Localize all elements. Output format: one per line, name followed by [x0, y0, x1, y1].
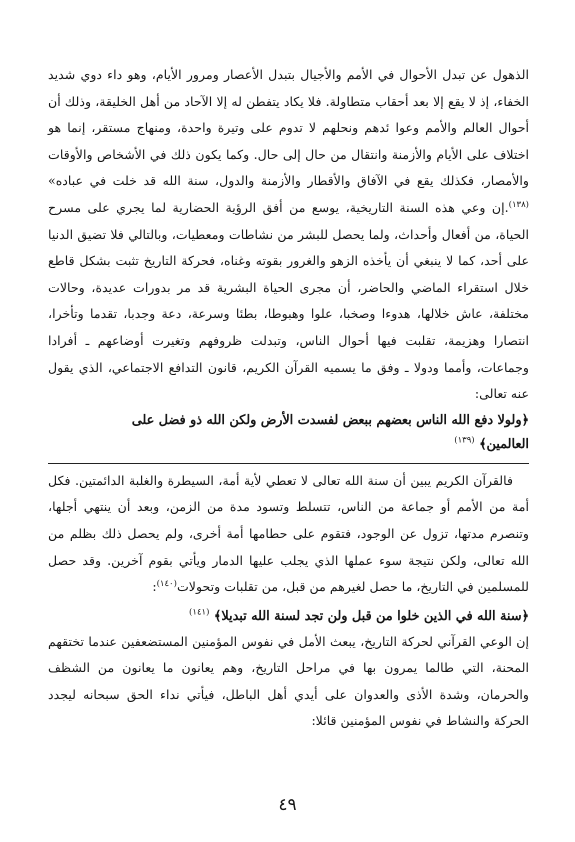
- paragraph-2: [48, 468, 529, 601]
- footnote-ref-139: (١٣٩): [454, 435, 475, 446]
- quran-verse-2: [48, 604, 529, 629]
- page-number: ٤٩: [278, 795, 297, 815]
- footnote-ref-138: (١٣٨): [508, 199, 529, 210]
- page-body: [48, 62, 529, 735]
- paragraph-1-text: الذهول عن تبدل الأحوال في الأمم والأجيال بتبدل الأعصار ومرور الأيام، وهو داء دوي شديد الخفاء، إذ لا يقع إلا بعد أحقاب متطاولة. فلا يكاد يتفطن له إلا الآحاد من أهل الخليقة، وذلك أن أحوال العالم والأمم وعوا ئدهم ونحلهم لا تدوم على وتيرة واحدة، ومنهاج مستقر، إنما هو اختلاف على الأيام والأزمنة وانتقال من حال إلى حال. وكما يكون ذلك في الأشخاص والأوقات والأمصار، فكذلك يقع في الآفاق والأقطار والأزمنة والدول، سنة الله قد خلت في عباده»: [48, 67, 529, 189]
- quran-verse-1: [48, 408, 529, 433]
- paragraph-3-text: إن الوعي القرآني لحركة التاريخ، يبعث الأمل في نفوس المؤمنين المستضعفين عندما تختقهم المحنة، التي طالما يمرون بها في مراحل التاريخ، وهم يعانون ما يعانون من الشظف والحرمان، وشدة الأذى والعدوان على أيدي أهل الباطل، فيأتي نداء الحق سبحانه ليجدد الحركة والنشاط في نفوس المؤمنين قائلا:: [48, 633, 529, 729]
- quran-verse-1-tail: العالمين﴾: [479, 436, 529, 452]
- quran-verse-1-text: ﴿ولولا دفع الله الناس بعضهم ببعض لفسدت الأرض ولكن الله ذو فضل على: [131, 412, 529, 428]
- paragraph-1-continuation: .إن وعي هذه السنة التاريخية، يوسع من أفق الرؤية الحضارية لما يجري على مسرح الحياة، من أفعال وأحداث، ولما يحصل للبشر من نشاطات ومعطيات، وبالتالي فلا تضيق الدنيا على أحد، كما لا ينبغي أن يأخذه الزهو والغرور بقوته وغناه، فحركة التاريخ تثبت بشكل قاطع خلال استقراء الماضي والحاضر، أن مجرى الحياة البشرية قد مر بدورات عديدة، وحالات مختلفة، عاش خلالها، هدوءا وصخبا، علوا وهبوطا، بطئا وسرعة، دعة وجدبا، تقدما وتأخرا، انتصارا وهزيمة، تقلبت فيها أحوال الناس، وتبدلت ظروفهم وتغيرت أوضاعهم ـ أفرادا وجماعات، وأمما ودولا ـ وفق ما يسميه القرآن الكريم، قانون التدافع الاجتماعي، الذي يقول عنه تعالى:: [48, 199, 529, 402]
- paragraph-1: [48, 62, 529, 408]
- paragraph-2-end: :: [152, 579, 157, 595]
- quran-verse-1-ending: [48, 433, 529, 457]
- footnote-ref-141: (١٤١): [189, 607, 210, 618]
- footnote-ref-140: (١٤٠): [156, 578, 177, 589]
- quran-verse-2-text: ﴿سنة الله في الذين خلوا من قبل ولن تجد لسنة الله تبديلا﴾: [213, 608, 529, 624]
- paragraph-3: [48, 629, 529, 735]
- paragraph-2-text: فالقرآن الكريم يبين أن سنة الله تعالى لا تعطي لأية أمة، السيطرة والغلبة الدائمتين. فكل أمة من الأمم أو جماعة من الناس، تتسلط وتسود مدة من الزمن، وبعد أن ينتهي أجلها، وتنصرم مدتها، تزول عن الوجود، فتقوم على حطامها أمة أخرى، ولم يحصل ذلك بظلم من الله تعالى، ولكن نتيجة سوء عملها الذي يجلب عليها الدمار ويأتي بقوم آخرين. وقد حصل للمسلمين في التاريخ، ما حصل لغيرهم من قبل، من تقلبات وتحولات: [48, 472, 529, 595]
- separator-rule: [48, 463, 529, 464]
